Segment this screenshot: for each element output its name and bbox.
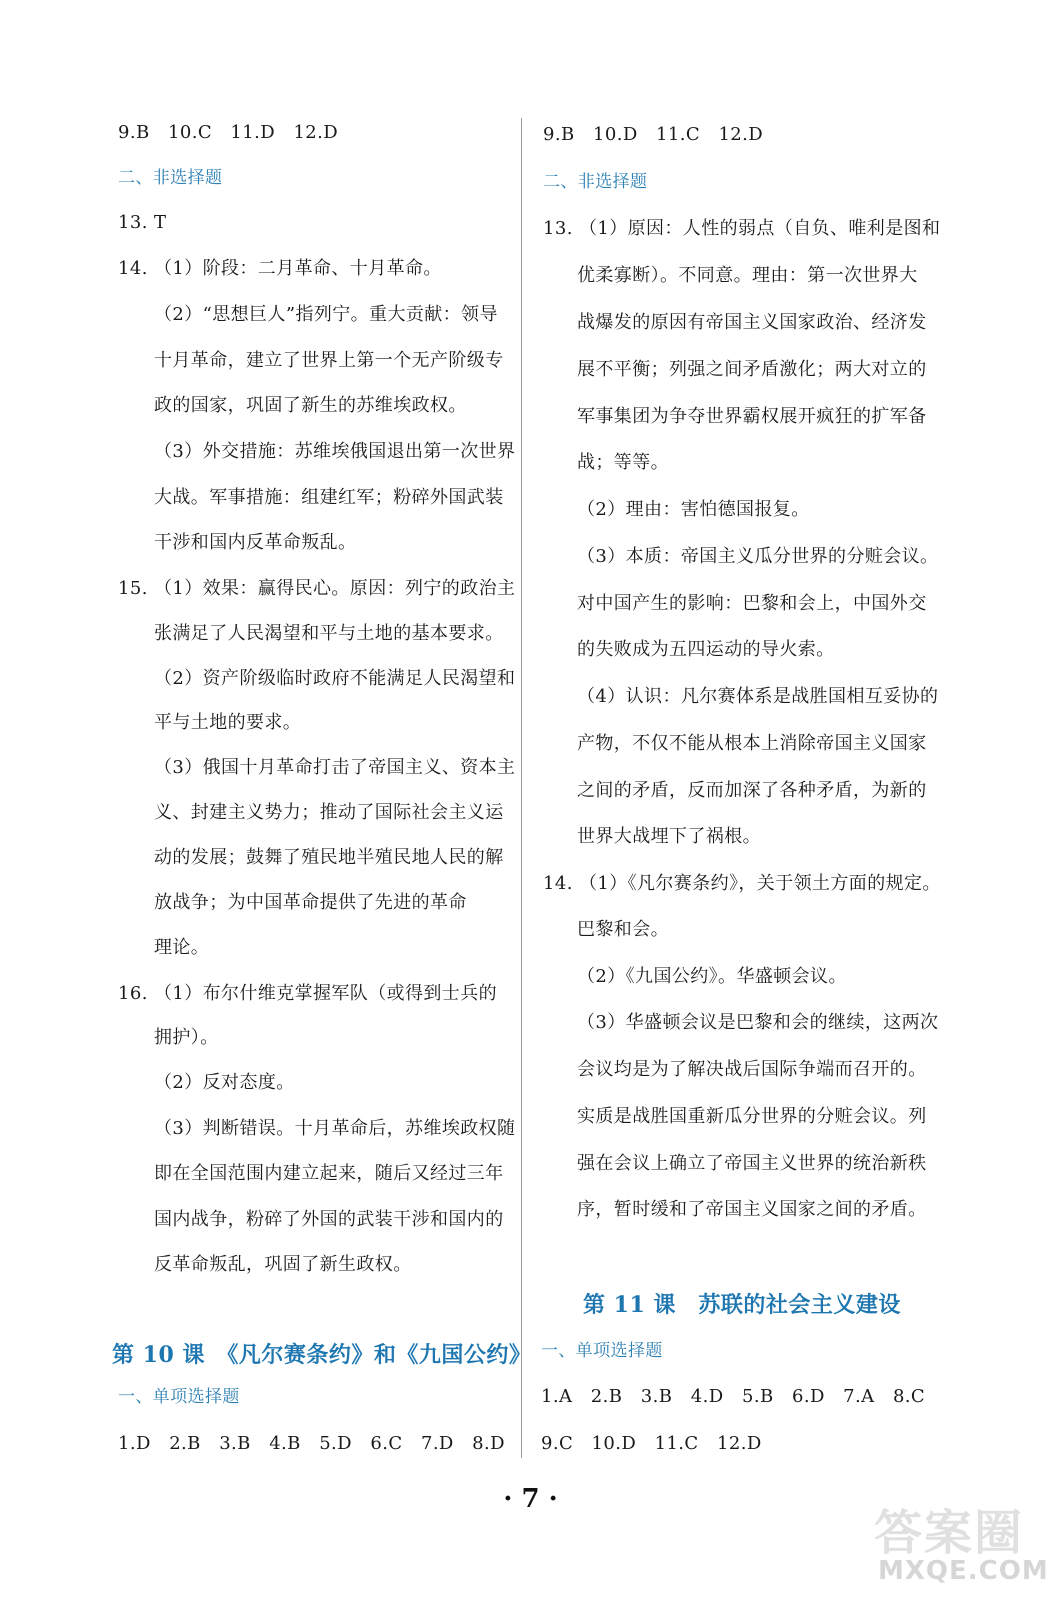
answer-line: 14. （1）阶段：二月革命、十月革命。 xyxy=(118,258,442,279)
answer-line: （2）反对态度。 xyxy=(154,1072,295,1093)
answer-line: 1.A 2.B 3.B 4.D 5.B 6.D 7.A 8.C xyxy=(541,1386,926,1407)
answer-line: 之间的矛盾，反而加深了各种矛盾，为新的 xyxy=(577,780,927,801)
answer-line: （2）《九国公约》。华盛顿会议。 xyxy=(577,966,847,987)
answer-line: 9.B 10.D 11.C 12.D xyxy=(543,124,764,145)
page-number: · 7 · xyxy=(503,1484,558,1514)
answer-line: 即在全国范围内建立起来，随后又经过三年 xyxy=(154,1163,504,1184)
section-heading: 一、单项选择题 xyxy=(118,1387,240,1407)
answer-line: （3）判断错误。十月革命后，苏维埃政权随 xyxy=(154,1118,516,1139)
answer-line: 实质是战胜国重新瓜分世界的分赃会议。列 xyxy=(577,1106,927,1127)
answer-line: 战爆发的原因有帝国主义国家政治、经济发 xyxy=(577,312,927,333)
answer-line: 的失败成为五四运动的导火索。 xyxy=(577,639,835,660)
answer-line: 9.B 10.C 11.D 12.D xyxy=(118,122,339,143)
watermark-url: MXQE.COM xyxy=(878,1556,1049,1586)
answer-line: 序，暂时缓和了帝国主义国家之间的矛盾。 xyxy=(577,1199,927,1220)
answer-line: 战；等等。 xyxy=(577,452,669,473)
answer-line: 大战。军事措施：组建红军；粉碎外国武装 xyxy=(154,487,504,508)
answer-line: 13. （1）原因：人性的弱点（自负、唯利是图和 xyxy=(543,218,941,239)
answer-line: 1.D 2.B 3.B 4.B 5.D 6.C 7.D 8.D xyxy=(118,1433,505,1454)
answer-line: （3）外交措施：苏维埃俄国退出第一次世界 xyxy=(154,441,516,462)
answer-line: 义、封建主义势力；推动了国际社会主义运 xyxy=(154,802,504,823)
answer-line: （2）资产阶级临时政府不能满足人民渴望和 xyxy=(154,668,516,689)
answer-line: 16. （1）布尔什维克掌握军队（或得到士兵的 xyxy=(118,983,497,1004)
answer-line: （3）俄国十月革命打击了帝国主义、资本主 xyxy=(154,757,516,778)
answer-line: 产物，不仅不能从根本上消除帝国主义国家 xyxy=(577,733,927,754)
answer-line: 反革命叛乱，巩固了新生政权。 xyxy=(154,1254,412,1275)
answer-line: 国内战争，粉碎了外国的武装干涉和国内的 xyxy=(154,1209,504,1230)
answer-line: 干涉和国内反革命叛乱。 xyxy=(154,532,357,553)
section-heading: 二、非选择题 xyxy=(543,172,648,192)
answer-line: 拥护）。 xyxy=(154,1027,219,1048)
lesson-title: 第 10 课 《凡尔赛条约》和《九国公约》 xyxy=(112,1342,532,1368)
answer-line: 优柔寡断）。不同意。理由：第一次世界大 xyxy=(577,265,918,286)
answer-line: 展不平衡；列强之间矛盾激化；两大对立的 xyxy=(577,359,927,380)
answer-line: 动的发展；鼓舞了殖民地半殖民地人民的解 xyxy=(154,847,504,868)
answer-line: （2）“思想巨人”指列宁。重大贡献：领导 xyxy=(154,304,498,325)
answer-line: 平与土地的要求。 xyxy=(154,712,302,733)
section-heading: 一、单项选择题 xyxy=(541,1341,663,1361)
answer-line: （2）理由：害怕德国报复。 xyxy=(577,499,810,520)
answer-line: 13. T xyxy=(118,212,167,233)
answer-line: （4）认识：凡尔赛体系是战胜国相互妥协的 xyxy=(577,686,939,707)
answer-line: 巴黎和会。 xyxy=(577,919,669,940)
watermark xyxy=(872,1494,1049,1590)
answer-line: 十月革命，建立了世界上第一个无产阶级专 xyxy=(154,350,504,371)
answer-line: 9.C 10.D 11.C 12.D xyxy=(541,1433,762,1454)
answer-line: （3）华盛顿会议是巴黎和会的继续，这两次 xyxy=(577,1012,939,1033)
column-divider xyxy=(521,118,522,1458)
answer-line: 15. （1）效果：赢得民心。原因：列宁的政治主 xyxy=(118,578,516,599)
answer-line: 张满足了人民渴望和平与土地的基本要求。 xyxy=(154,623,504,644)
answer-line: 政的国家，巩固了新生的苏维埃政权。 xyxy=(154,395,467,416)
answer-line: 14. （1）《凡尔赛条约》，关于领土方面的规定。 xyxy=(543,873,941,894)
answer-line: （3）本质：帝国主义瓜分世界的分赃会议。 xyxy=(577,546,939,567)
answer-line: 放战争；为中国革命提供了先进的革命 xyxy=(154,892,467,913)
answer-line: 世界大战埋下了祸根。 xyxy=(577,826,761,847)
answer-line: 强在会议上确立了帝国主义世界的统治新秩 xyxy=(577,1153,927,1174)
answer-line: 理论。 xyxy=(154,937,210,958)
answer-line: 军事集团为争夺世界霸权展开疯狂的扩军备 xyxy=(577,406,927,427)
section-heading: 二、非选择题 xyxy=(118,168,223,188)
watermark-logo: 答案圈 xyxy=(874,1505,1025,1561)
lesson-title: 第 11 课 苏联的社会主义建设 xyxy=(583,1292,901,1318)
answer-line: 对中国产生的影响：巴黎和会上，中国外交 xyxy=(577,593,927,614)
answer-line: 会议均是为了解决战后国际争端而召开的。 xyxy=(577,1059,927,1080)
